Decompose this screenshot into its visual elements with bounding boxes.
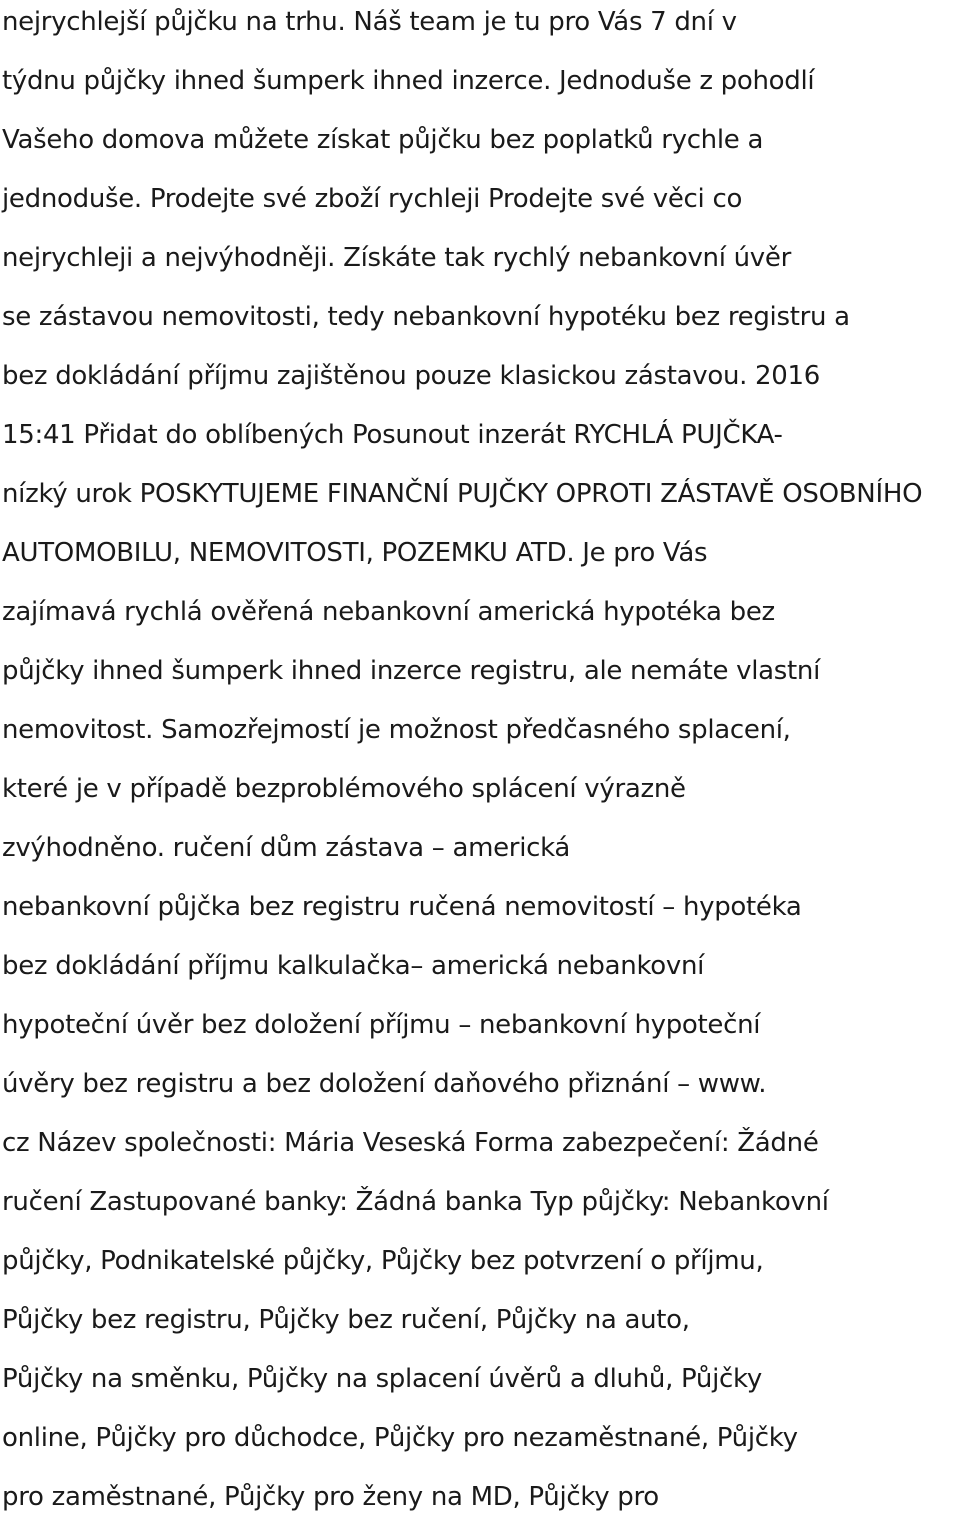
text-line-9: nízký urok POSKYTUJEME FINANČNÍ PUJČKY OPROTI ZÁSTAVĚ OSOBNÍHO [2, 479, 923, 509]
text-line-4: jednoduše. Prodejte své zboží rychleji Prodejte své věci co [2, 184, 743, 214]
text-line-3: Vašeho domova můžete získat půjčku bez poplatků rychle a [2, 125, 764, 155]
text-line-19: úvěry bez registru a bez doložení daňového přiznání – www. [2, 1069, 767, 1099]
text-line-24: Půjčky na směnku, Půjčky na splacení úvěrů a dluhů, Půjčky [2, 1364, 762, 1394]
text-line-14: které je v případě bezproblémového splácení výrazně [2, 774, 686, 804]
text-line-18: hypoteční úvěr bez doložení příjmu – nebankovní hypoteční [2, 1010, 761, 1040]
text-line-17: bez dokládání příjmu kalkulačka– americká nebankovní [2, 951, 705, 981]
text-line-16: nebankovní půjčka bez registru ručená nemovitostí – hypotéka [2, 892, 802, 922]
text-line-21: ručení Zastupované banky: Žádná banka Typ půjčky: Nebankovní [2, 1187, 829, 1217]
text-line-6: se zástavou nemovitosti, tedy nebankovní hypotéku bez registru a [2, 302, 850, 332]
text-line-25: online, Půjčky pro důchodce, Půjčky pro nezaměstnané, Půjčky [2, 1423, 798, 1453]
text-line-2: týdnu půjčky ihned šumperk ihned inzerce. Jednoduše z pohodlí [2, 66, 815, 96]
text-line-11: zajímavá rychlá ověřená nebankovní americká hypotéka bez [2, 597, 775, 627]
text-line-8: 15:41 Přidat do oblíbených Posunout inzerát RYCHLÁ PUJČKA- [2, 420, 783, 450]
text-line-7: bez dokládání příjmu zajištěnou pouze klasickou zástavou. 2016 [2, 361, 821, 391]
text-line-13: nemovitost. Samozřejmostí je možnost předčasného splacení, [2, 715, 791, 745]
text-line-15: zvýhodněno. ručení dům zástava – americká [2, 833, 571, 863]
text-line-22: půjčky, Podnikatelské půjčky, Půjčky bez potvrzení o příjmu, [2, 1246, 764, 1276]
text-line-23: Půjčky bez registru, Půjčky bez ručení, Půjčky na auto, [2, 1305, 690, 1335]
text-line-12: půjčky ihned šumperk ihned inzerce registru, ale nemáte vlastní [2, 656, 821, 686]
text-line-10: AUTOMOBILU, NEMOVITOSTI, POZEMKU ATD. Je pro Vás [2, 538, 708, 568]
text-line-1: nejrychlejší půjčku na trhu. Náš team je tu pro Vás 7 dní v [2, 7, 737, 37]
text-line-20: cz Název společnosti: Mária Veseská Forma zabezpečení: Žádné [2, 1128, 819, 1158]
text-line-5: nejrychleji a nejvýhodněji. Získáte tak rychlý nebankovní úvěr [2, 243, 791, 273]
text-line-26: pro zaměstnané, Půjčky pro ženy na MD, Půjčky pro [2, 1482, 659, 1512]
